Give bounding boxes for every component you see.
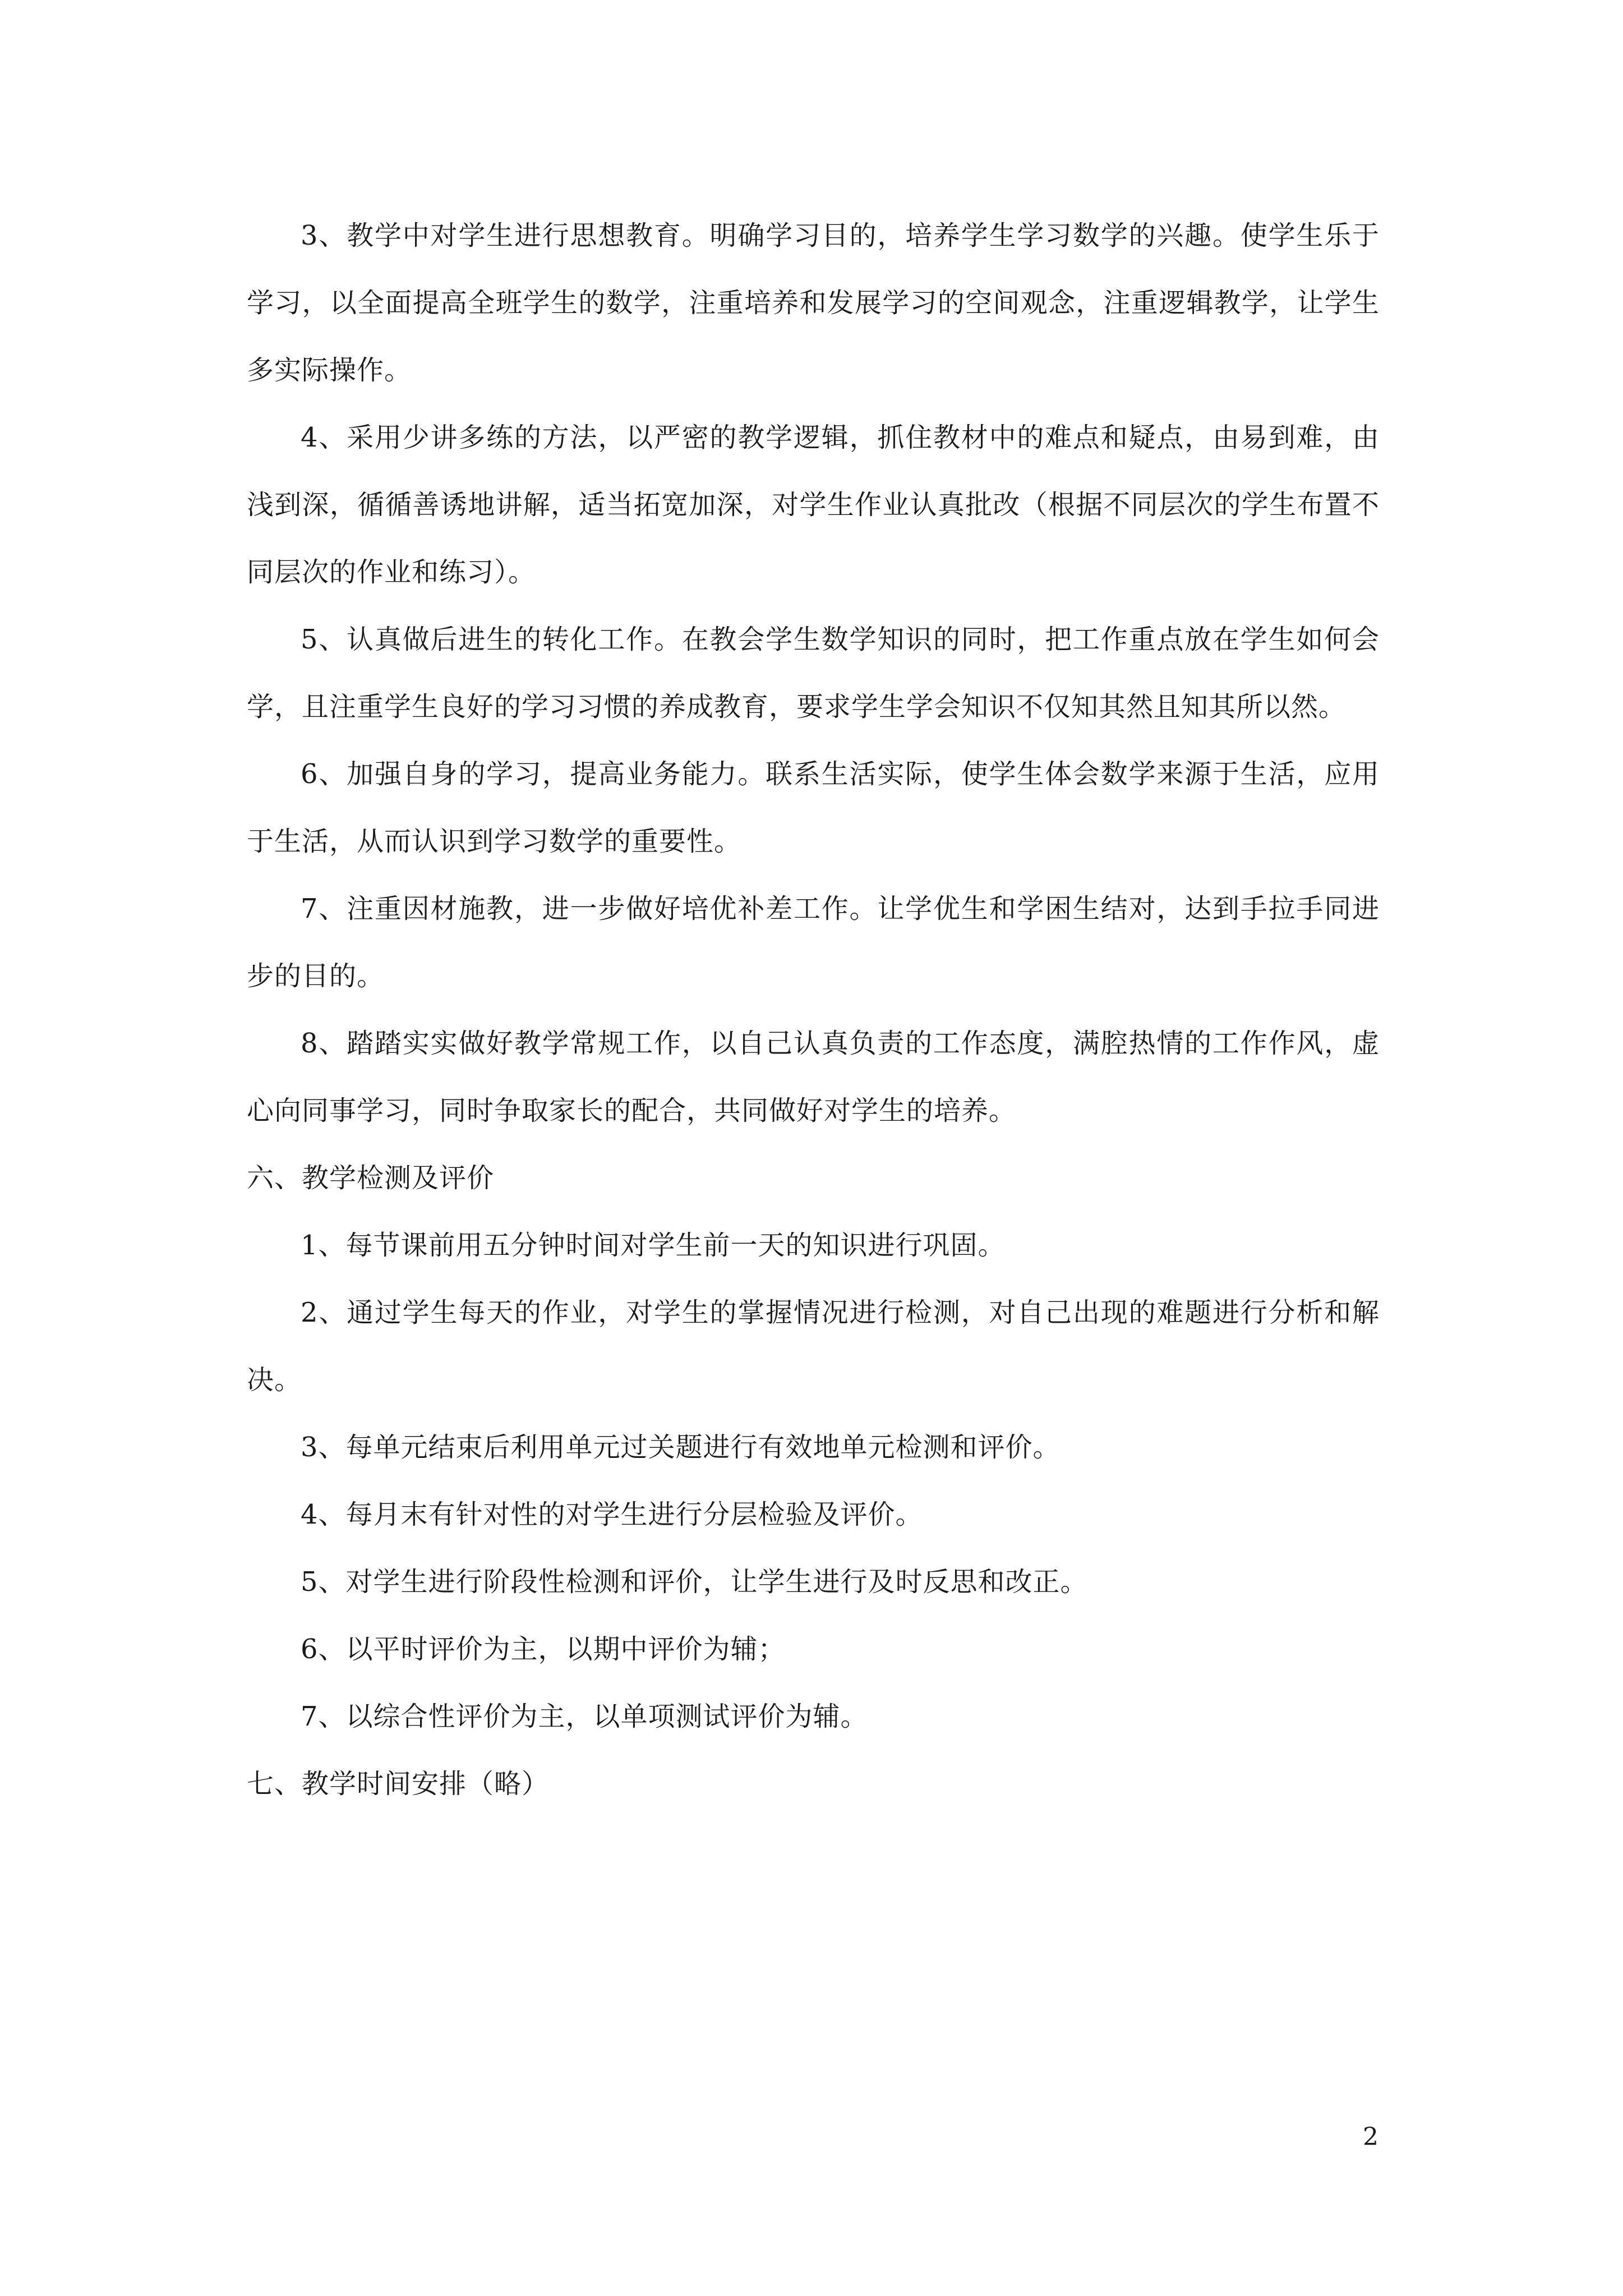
section-heading-schedule: 七、教学时间安排（略） [247,1768,550,1800]
assessment-item-3: 3、每单元结束后利用单元过关题进行有效地单元检测和评价。 [301,1432,1061,1463]
paragraph-item-4-teaching-method: 4、采用少讲多练的方法，以严密的教学逻辑，抓住教材中的难点和疑点，由易到难，由浅到深，循循善诱地讲解，适当拓宽加深，对学生作业认真批改（根据不同层次的学生布置不同层次的作业和练习）。 [247,422,1380,588]
assessment-item-2: 2、通过学生每天的作业，对学生的掌握情况进行检测，对自己出现的难题进行分析和解决。 [247,1297,1380,1396]
page-number: 2 [1363,2123,1378,2151]
section-heading-assessment: 六、教学检测及评价 [247,1162,495,1194]
paragraph-item-8-routine-work: 8、踏踏实实做好教学常规工作，以自己认真负责的工作态度，满腔热情的工作作风，虚心向同事学习，同时争取家长的配合，共同做好对学生的培养。 [247,1028,1380,1126]
paragraph-item-5-struggling-students: 5、认真做后进生的转化工作。在教会学生数学知识的同时，把工作重点放在学生如何会学，且注重学生良好的学习习惯的养成教育，要求学生学会知识不仅知其然且知其所以然。 [247,624,1380,723]
assessment-item-4: 4、每月末有针对性的对学生进行分层检验及评价。 [301,1499,923,1530]
assessment-item-5: 5、对学生进行阶段性检测和评价，让学生进行及时反思和改正。 [301,1566,1088,1598]
paragraph-item-7-differentiated-teaching: 7、注重因材施教，进一步做好培优补差工作。让学优生和学困生结对，达到手拉手同进步的目的。 [247,893,1380,992]
assessment-item-1: 1、每节课前用五分钟时间对学生前一天的知识进行巩固。 [301,1230,1006,1261]
assessment-item-7: 7、以综合性评价为主，以单项测试评价为辅。 [301,1701,868,1732]
document-body [247,202,1380,1818]
paragraph-item-3-ideology: 3、教学中对学生进行思想教育。明确学习目的，培养学生学习数学的兴趣。使学生乐于学习，以全面提高全班学生的数学，注重培养和发展学习的空间观念，注重逻辑教学，让学生多实际操作。 [247,220,1380,386]
assessment-item-6: 6、以平时评价为主，以期中评价为辅； [301,1634,786,1665]
paragraph-item-6-self-study: 6、加强自身的学习，提高业务能力。联系生活实际，使学生体会数学来源于生活，应用于生活，从而认识到学习数学的重要性。 [247,758,1380,857]
